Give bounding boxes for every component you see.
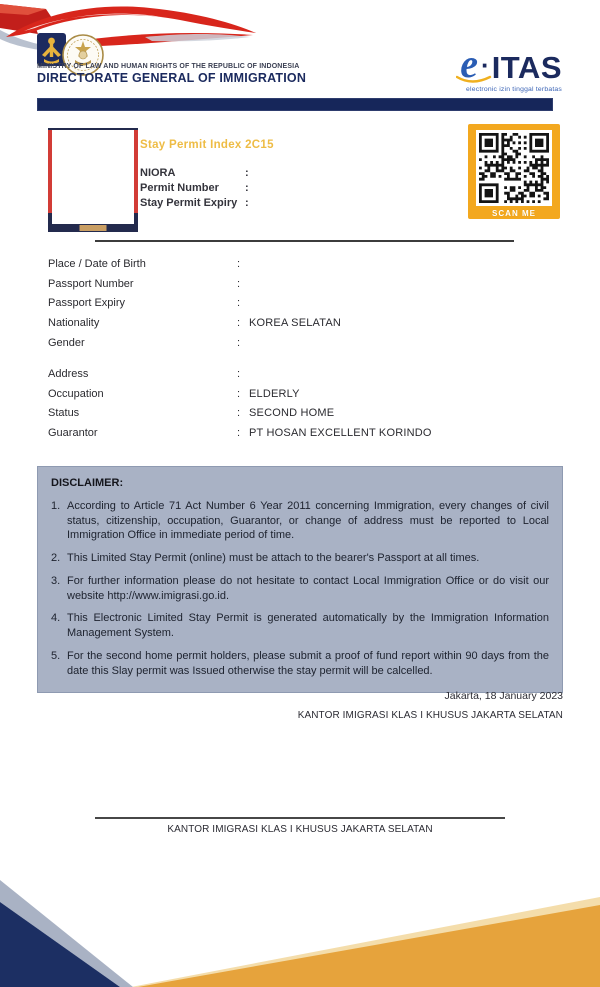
field-value: ELDERLY bbox=[249, 387, 300, 400]
detail-row-status bbox=[48, 404, 563, 424]
field-value: KOREA SELATAN bbox=[249, 317, 342, 330]
disclaimer-item-number: 3. bbox=[51, 574, 61, 587]
disclaimer-item-text: This Electronic Limited Stay Permit is generated automatically by the Immigration Information Management System. bbox=[67, 612, 549, 640]
eitas-itas-glyph: ITAS bbox=[491, 49, 562, 85]
detail-row-passport-number bbox=[48, 274, 563, 294]
disclaimer-item-number: 2. bbox=[51, 552, 61, 565]
detail-row-occupation bbox=[48, 384, 563, 404]
disclaimer-item bbox=[51, 649, 549, 678]
signature-line bbox=[95, 817, 505, 819]
issuance-block bbox=[298, 690, 563, 721]
field-label: Passport Expiry bbox=[48, 297, 126, 310]
permit-row-stay-permit-expiry bbox=[140, 196, 274, 211]
field-colon: : bbox=[237, 387, 241, 400]
detail-row-passport-expiry bbox=[48, 294, 563, 314]
qr-scan-label: SCAN ME bbox=[492, 209, 536, 218]
disclaimer-item bbox=[51, 574, 549, 603]
disclaimer-item-number: 1. bbox=[51, 500, 61, 512]
issuing-office: KANTOR IMIGRASI KLAS I KHUSUS JAKARTA SELATAN bbox=[297, 710, 563, 721]
field-label: Status bbox=[48, 407, 80, 420]
field-colon: : bbox=[237, 297, 241, 310]
field-colon: : bbox=[245, 182, 249, 194]
detail-row-address bbox=[48, 364, 563, 384]
field-label: Address bbox=[48, 367, 89, 380]
eitas-swoosh-icon bbox=[456, 74, 492, 86]
field-label: Nationality bbox=[48, 317, 100, 330]
field-colon: : bbox=[237, 257, 241, 270]
field-value: PT HOSAN EXCELLENT KORINDO bbox=[249, 427, 432, 440]
photo-frame-tab bbox=[80, 225, 107, 231]
field-label: Occupation bbox=[48, 387, 104, 400]
detail-row-nationality bbox=[48, 313, 563, 333]
photo-frame-corner bbox=[134, 213, 138, 224]
issue-place-date: Jakarta, 18 January 2023 bbox=[444, 690, 563, 702]
field-colon: : bbox=[237, 367, 241, 380]
field-label: Permit Number bbox=[140, 182, 219, 194]
photo-frame-edge bbox=[48, 130, 52, 224]
permit-summary bbox=[140, 139, 274, 211]
disclaimer-title: DISCLAIMER: bbox=[51, 477, 124, 489]
disclaimer-item bbox=[51, 611, 549, 640]
disclaimer-item-text: According to Article 71 Act Number 6 Year 2011 concerning Immigration, every changes of civil status, citizenship, occupation, Guarantor, or change of address must be reported to Local Immigration Office in immediate period of time. bbox=[67, 500, 549, 542]
stay-permit-index: Stay Permit Index 2C15 bbox=[140, 139, 274, 151]
signature-office: KANTOR IMIGRASI KLAS I KHUSUS JAKARTA SELATAN bbox=[167, 824, 433, 835]
permit-row-permit-number bbox=[140, 181, 274, 196]
field-label: NIORA bbox=[140, 167, 176, 179]
disclaimer-item-number: 4. bbox=[51, 612, 61, 625]
field-colon: : bbox=[245, 167, 249, 179]
photo-frame-corner bbox=[48, 213, 52, 224]
section-divider bbox=[95, 240, 514, 242]
field-colon: : bbox=[237, 317, 241, 330]
disclaimer-item-number: 5. bbox=[51, 649, 61, 662]
permit-row-niora bbox=[140, 166, 274, 181]
eitas-wordmark bbox=[460, 41, 562, 86]
qr-code-pattern bbox=[476, 130, 552, 206]
field-label: Gender bbox=[48, 337, 85, 350]
field-colon: : bbox=[237, 427, 241, 440]
eitas-tagline: electronic izin tinggal terbatas bbox=[466, 86, 562, 93]
detail-row-guarantor bbox=[48, 423, 563, 443]
disclaimer-box bbox=[37, 466, 563, 693]
holder-details bbox=[48, 254, 563, 443]
detail-row-gender bbox=[48, 333, 563, 353]
field-value: SECOND HOME bbox=[249, 407, 335, 420]
qr-code bbox=[468, 124, 560, 219]
disclaimer-item-text: For further information please do not hesitate to contact Local Immigration Office or do visit our website http://www.imigrasi.go.id. bbox=[67, 574, 549, 602]
photo-placeholder bbox=[48, 128, 138, 232]
bottom-decoration-icon bbox=[0, 877, 600, 987]
disclaimer-item-text: This Limited Stay Permit (online) must be attach to the bearer's Passport at all times. bbox=[67, 552, 480, 565]
disclaimer-item bbox=[51, 551, 549, 566]
header-divider-bar bbox=[37, 98, 553, 111]
disclaimer-item-text: For the second home permit holders, please submit a proof of fund report within 90 days from the date this Slay permit was Issued otherwise the stay permit will be calcelled. bbox=[67, 649, 549, 677]
field-label: Passport Number bbox=[48, 277, 134, 290]
eitas-dot-glyph: · bbox=[481, 50, 490, 80]
ministry-title: MINISTRY OF LAW AND HUMAN RIGHTS OF THE REPUBLIC OF INDONESIA bbox=[37, 63, 300, 70]
field-colon: : bbox=[245, 197, 249, 209]
disclaimer-item bbox=[51, 499, 549, 543]
photo-frame-edge bbox=[134, 130, 138, 224]
field-colon: : bbox=[237, 337, 241, 350]
field-label: Guarantor bbox=[48, 427, 98, 440]
eitas-e-glyph: e bbox=[460, 41, 479, 86]
directorate-title: DIRECTORATE GENERAL OF IMMIGRATION bbox=[37, 71, 307, 85]
field-label: Stay Permit Expiry bbox=[140, 197, 238, 209]
detail-row-place-date-of-birth bbox=[48, 254, 563, 274]
field-label: Place / Date of Birth bbox=[48, 257, 146, 270]
field-colon: : bbox=[237, 277, 241, 290]
eitas-logo bbox=[460, 41, 562, 94]
photo-frame-edge bbox=[48, 128, 138, 130]
field-colon: : bbox=[237, 407, 241, 420]
